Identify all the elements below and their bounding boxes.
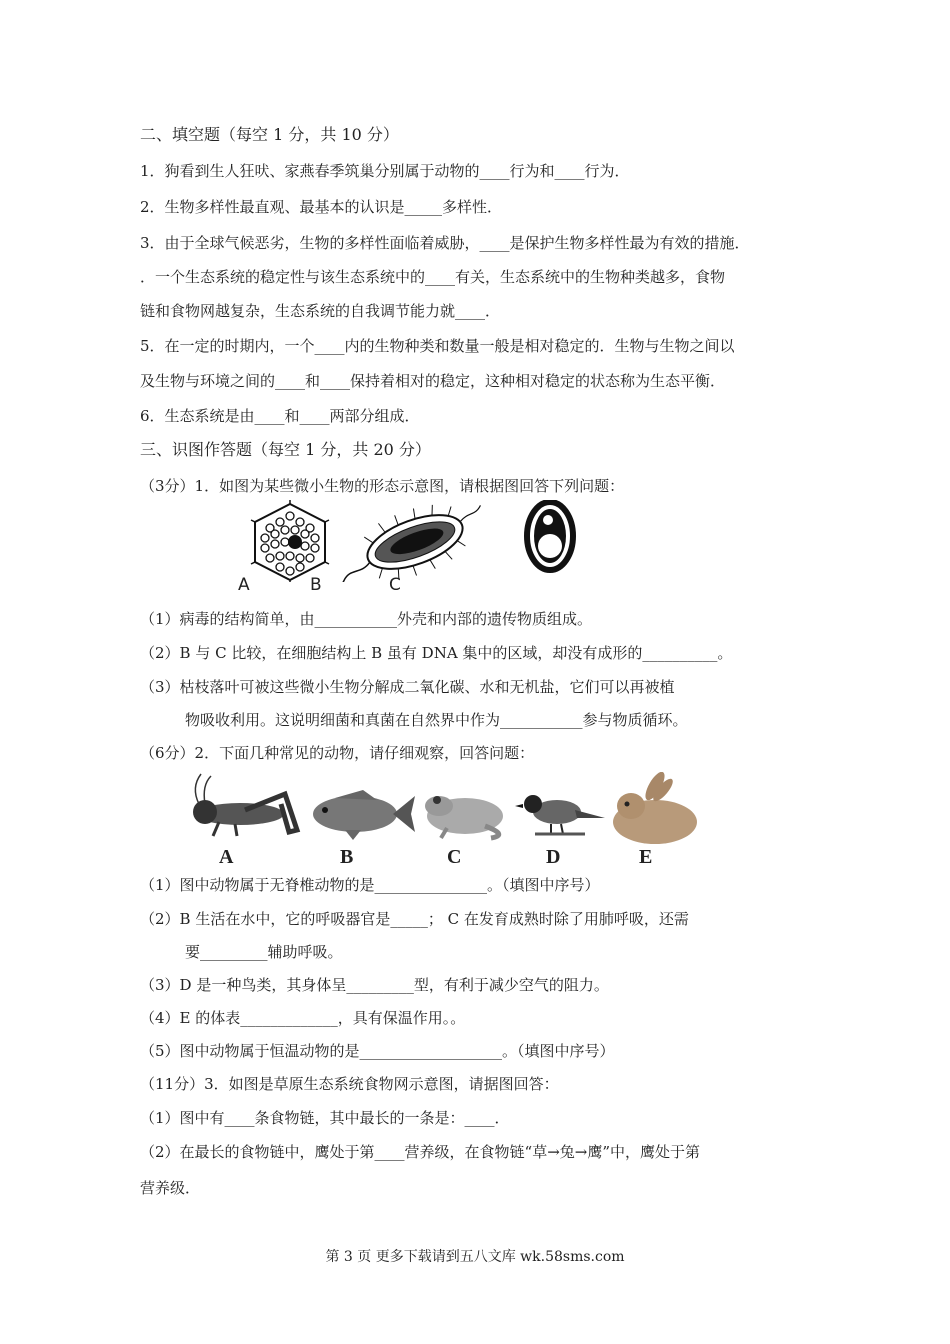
animal-label-b: B	[340, 846, 354, 868]
bacterium-icon	[312, 500, 496, 582]
p2-s2-line1: （2）B 生活在水中，它的呼吸器官是_____； C 在发育成熟时除了用肺呼吸，还需	[140, 910, 689, 928]
microbe-label-b: B	[310, 575, 322, 595]
section2-heading: 二、填空题（每空 1 分，共 10 分）	[140, 125, 399, 144]
microbe-label-c: C	[389, 575, 401, 595]
q5-line1: 5．在一定的时期内，一个____内的生物种类和数量一般是相对稳定的．生物与生物之间以	[140, 337, 735, 355]
q2: 2．生物多样性最直观、最基本的认识是_____多样性．	[140, 198, 503, 216]
p2-s5: （5）图中动物属于恒温动物的是___________________。（填图中序号）	[140, 1042, 615, 1060]
p1-s1: （1）病毒的结构简单，由___________外壳和内部的遗传物质组成。	[140, 610, 593, 628]
p2-s3: （3）D 是一种鸟类，其身体呈_________型，有利于减少空气的阻力。	[140, 976, 609, 994]
animal-label-c: C	[447, 846, 462, 868]
p3-s1: （1）图中有____条食物链，其中最长的一条是：____．	[140, 1109, 510, 1127]
q1: 1．狗看到生人狂吠、家燕春季筑巢分别属于动物的____行为和____行为．	[140, 162, 630, 180]
q4-line1: ．一个生态系统的稳定性与该生态系统中的____有关，生态系统中的生物种类越多，食物	[140, 268, 726, 286]
rabbit-icon	[613, 772, 697, 844]
p1-intro: （3分）1．如图为某些微小生物的形态示意图，请根据图回答下列问题：	[140, 477, 625, 495]
p2-s1: （1）图中动物属于无脊椎动物的是_______________。（填图中序号）	[140, 876, 600, 894]
animal-label-a: A	[219, 846, 234, 868]
p2-s2-line2: 要_________辅助呼吸。	[185, 943, 343, 961]
frog-icon	[425, 796, 503, 838]
p2-s4: （4）E 的体表_____________，具有保温作用。。	[140, 1009, 466, 1027]
animal-label-e: E	[639, 846, 653, 868]
q3: 3．由于全球气候恶劣，生物的多样性面临着威胁，____是保护生物多样性最为有效的措施．	[140, 234, 750, 252]
p1-s3-line2: 物吸收利用。这说明细菌和真菌在自然界中作为___________参与物质循环。	[185, 711, 688, 729]
q6: 6．生态系统是由____和____两部分组成．	[140, 407, 420, 425]
microbe-label-a: A	[238, 575, 250, 595]
q5-line2: 及生物与环境之间的____和____保持着相对的稳定，这种相对稳定的状态称为生态平衡．	[140, 372, 726, 390]
fish-icon	[313, 790, 415, 840]
virus-icon	[251, 500, 329, 582]
page-footer: 第 3 页 更多下载请到五八文库 wk.58sms.com	[325, 1249, 625, 1265]
p1-s3-line1: （3）枯枝落叶可被这些微小生物分解成二氧化碳、水和无机盐，它们可以再被植	[140, 678, 675, 696]
microbe-figure	[240, 500, 600, 582]
bird-icon	[515, 795, 605, 834]
p1-s2: （2）B 与 C 比较，在细胞结构上 B 虽有 DNA 集中的区域，却没有成形的__________。	[140, 644, 733, 662]
p3-s2-line2: 营养级．	[140, 1179, 201, 1197]
section3-heading: 三、识图作答题（每空 1 分，共 20 分）	[140, 440, 431, 459]
q4-line2: 链和食物网越复杂，生态系统的自我调节能力就____．	[140, 302, 501, 320]
animal-figure	[185, 772, 705, 847]
grasshopper-icon	[193, 774, 297, 836]
p3-intro: （11分）3．如图是草原生态系统食物网示意图，请据图回答：	[140, 1075, 559, 1093]
yeast-cell-icon	[527, 502, 573, 570]
p2-intro: （6分）2．下面几种常见的动物，请仔细观察，回答问题：	[140, 744, 535, 762]
p3-s2-line1: （2）在最长的食物链中，鹰处于第____营养级，在食物链“草→兔→鹰”中，鹰处于第	[140, 1143, 701, 1161]
animal-label-d: D	[546, 846, 561, 868]
